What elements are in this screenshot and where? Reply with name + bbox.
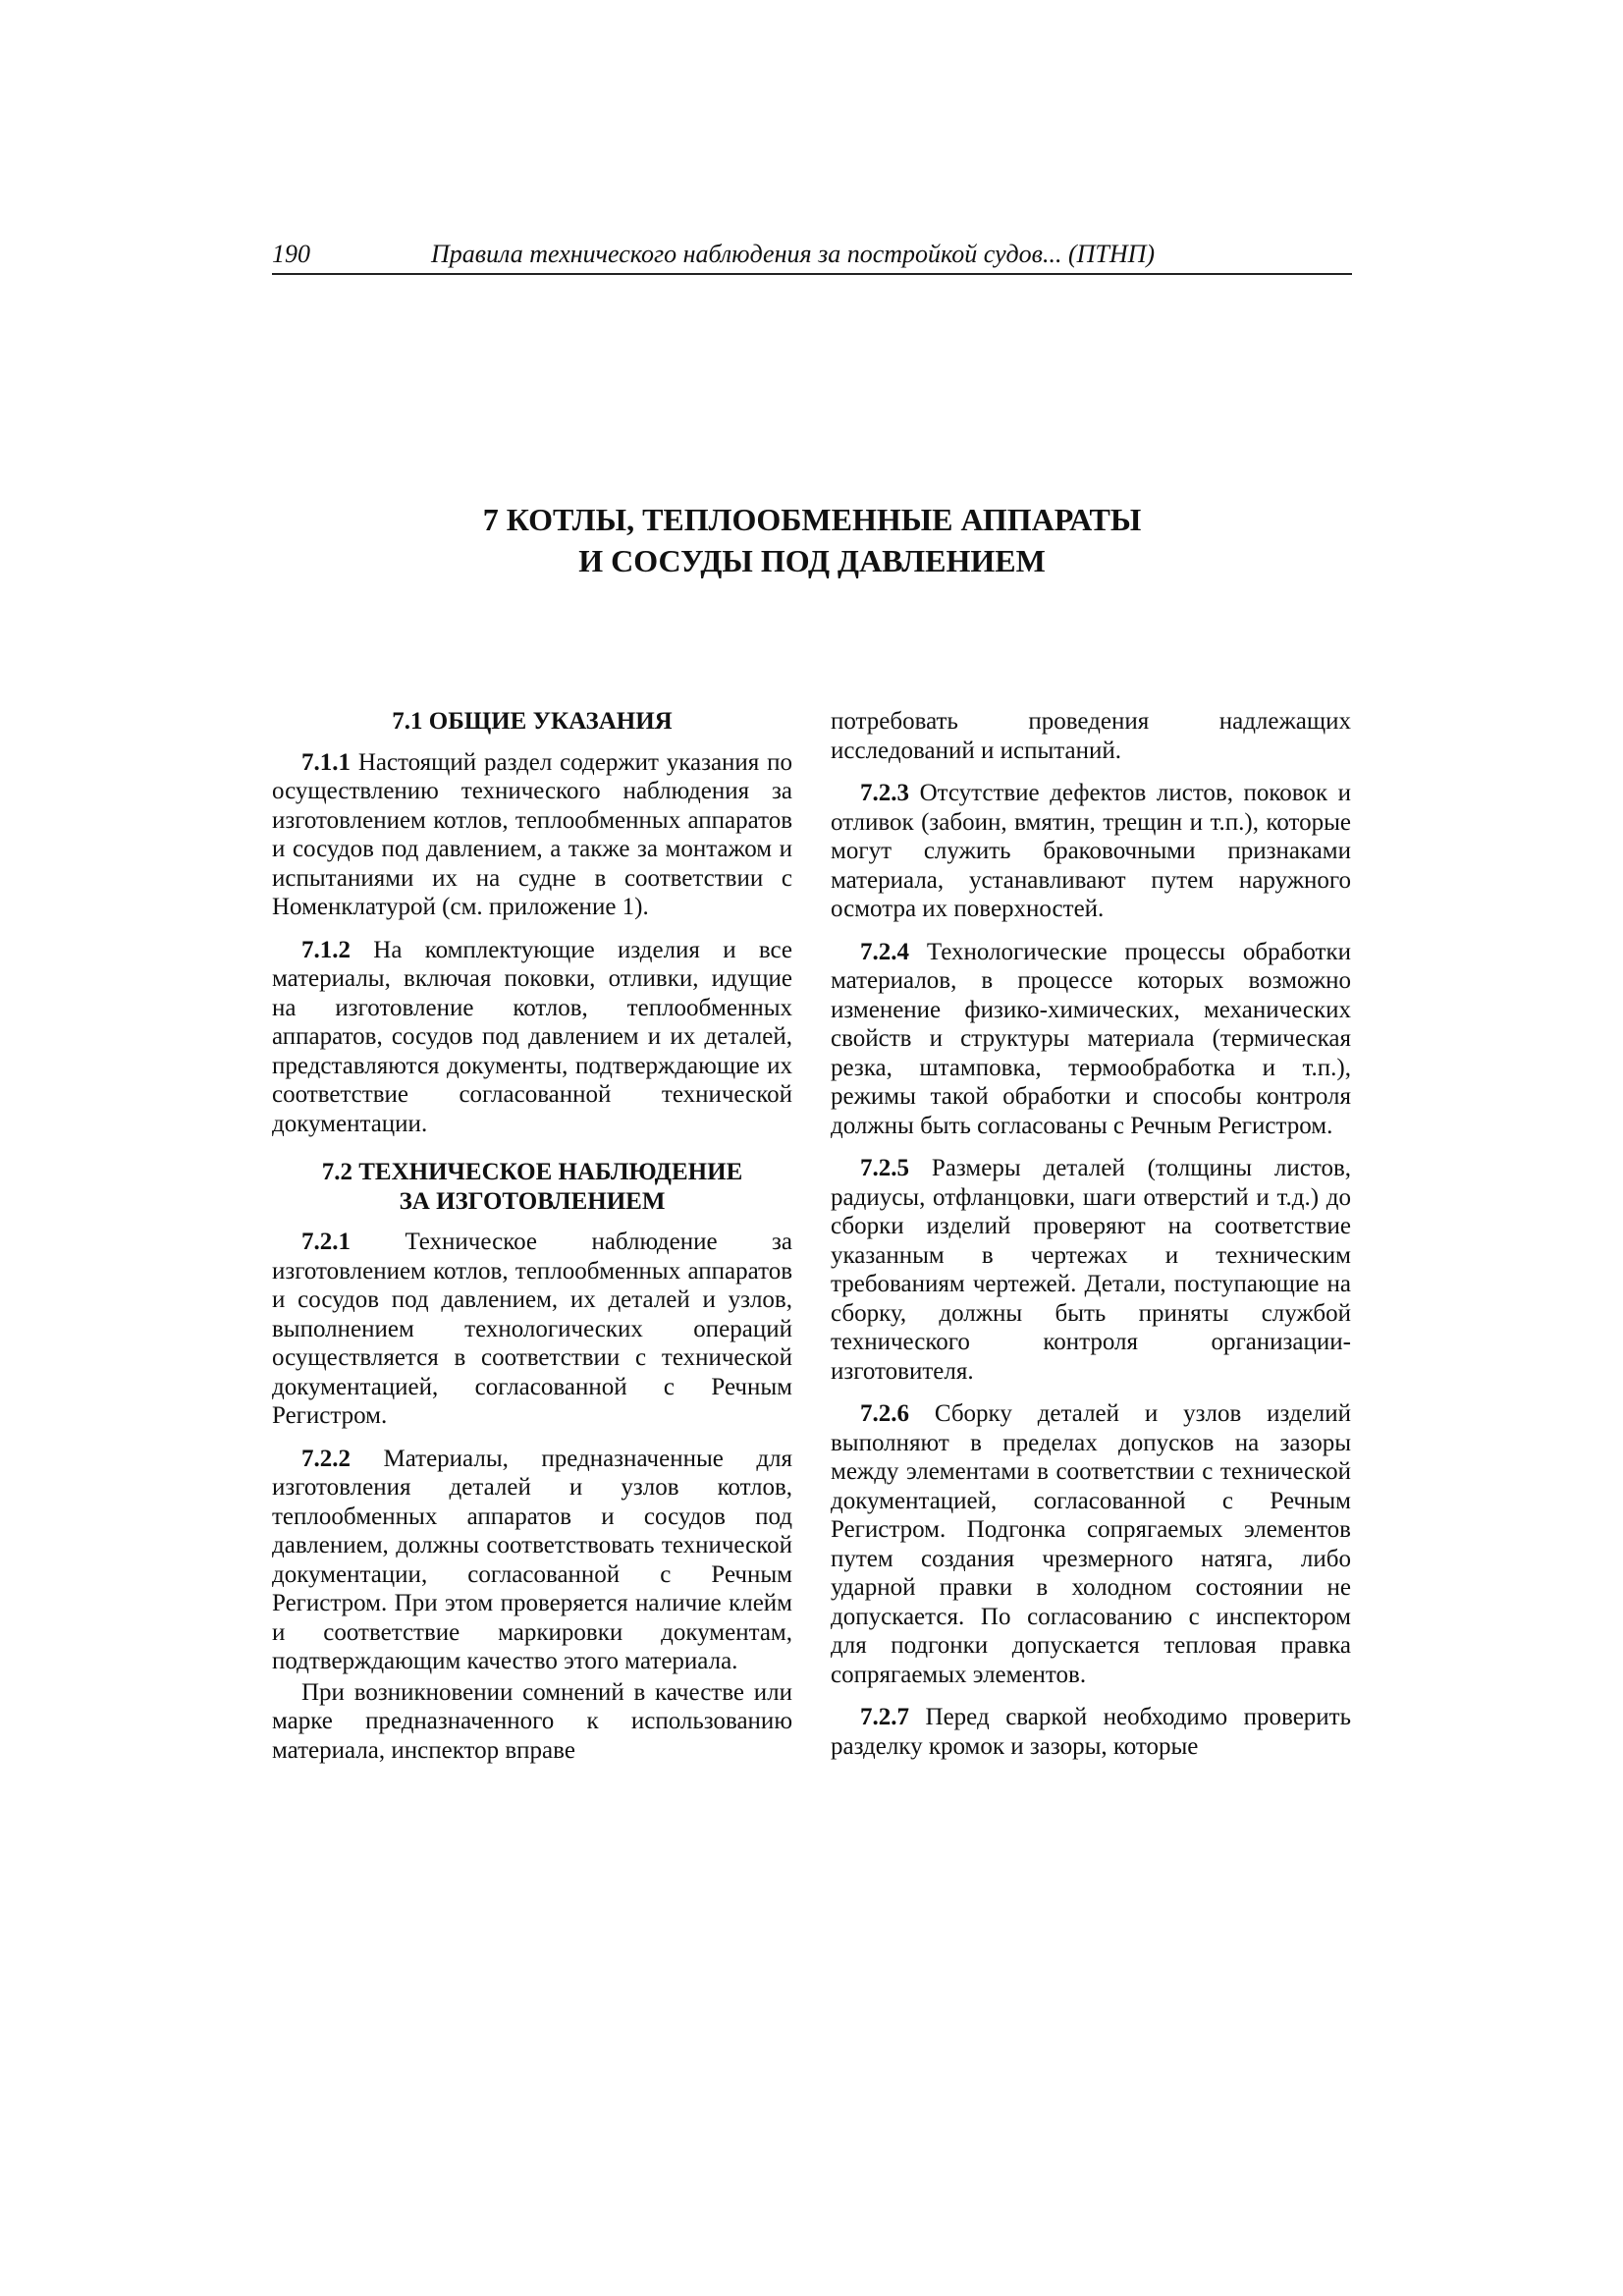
clause-text: Техническое наблюдение за изготовлением котлов, теплообменных аппаратов и сосудов под давлением, их деталей и узлов, выполнением технологических операций осуществляется в соответствии с технической документацией, согласованной с Речным Регистром. — [272, 1229, 793, 1429]
section-heading-7-1-text: 7.1 ОБЩИЕ УКАЗАНИЯ — [392, 708, 673, 735]
section-heading-7-2 — [272, 1158, 792, 1216]
clause-number: 7.1.1 — [301, 748, 351, 776]
clause-number: 7.2.4 — [860, 938, 909, 965]
page-number: 190 — [272, 240, 310, 268]
paragraph-7-2-3 — [831, 779, 1351, 924]
clause-text: Настоящий раздел содержит указания по осуществлению технического наблюдения за изготовлением котлов, теплообменных аппаратов и сосудов под давлением, а также за монтажом и испытаниями их на судне в соответствии с Номенклатурой (см. приложение 1). — [272, 748, 792, 920]
clause-number: 7.2.3 — [860, 780, 909, 806]
clause-text: Материалы, предназначенные для изготовления деталей и узлов котлов, теплообменных аппаратов и сосудов под давлением, должны соответствовать технической документации, согласованной с Речным Регистром. При этом проверяется наличие клейм и соответствие маркировки документам, подтверждающим качество этого материала. — [272, 1445, 793, 1674]
paragraph-7-2-5 — [831, 1154, 1351, 1386]
clause-text: Отсутствие дефектов листов, поковок и отливок (забоин, вмятин, трещин и т.п.), которые могут служить браковочными признаками материала, устанавливают путем наружного осмотра их поверхностей. — [831, 780, 1352, 922]
clause-number: 7.2.6 — [860, 1400, 909, 1427]
running-title: Правила технического наблюдения за постройкой судов... (ПТНП) — [431, 240, 1156, 268]
clause-number: 7.2.7 — [860, 1704, 909, 1730]
clause-text: Перед сваркой необходимо проверить разделку кромок и зазоры, которые — [831, 1704, 1351, 1760]
paragraph-7-1-2 — [272, 936, 792, 1139]
clause-text: Сборку деталей и узлов изделий выполняют в пределах допусков на зазоры между элементами в соответствии с технической документацией, согласованной с Речным Регистром. Подгонка сопрягаемых элементов путем создания чрезмерного натяга, либо ударной правки в холодном состоянии не допускается. По согласованию с инспектором для подгонки допускается тепловая правка сопрягаемых элементов. — [831, 1400, 1351, 1688]
chapter-title-line2: И СОСУДЫ ПОД ДАВЛЕНИЕМ — [578, 543, 1046, 578]
clause-number: 7.2.2 — [301, 1445, 351, 1472]
clause-number: 7.2.1 — [301, 1229, 351, 1255]
paragraph-7-2-6 — [831, 1399, 1351, 1689]
clause-text: Технологические процессы обработки материалов, в процессе которых возможно изменение физико-химических, механических свойств и структуры материала (термическая резка, штамповка, термообработка и т.п.), режимы такой обработки и способы контроля должны быть согласованы с Речным Регистром. — [831, 938, 1351, 1139]
left-column — [272, 707, 792, 1778]
section-heading-7-1 — [272, 707, 792, 737]
paragraph-7-2-7 — [831, 1703, 1351, 1761]
running-header — [272, 236, 1352, 275]
paragraph-7-2-2 — [272, 1445, 792, 1676]
right-column — [831, 707, 1351, 1775]
clause-text: Размеры деталей (толщины листов, радиусы, отфланцовки, шаги отверстий и т.д.) до сборки изделий проверяют на соответствие указанным в чертежах и техническим требованиям чертежей. Детали, поступающие на сборку, должны быть приняты службой технического контроля организации-изготовителя. — [831, 1155, 1351, 1385]
paragraph-7-2-4 — [831, 938, 1351, 1141]
paragraph-7-2-2-continuation: При возникновении сомнений в качестве или марке предназначенного к использованию материала, инспектор вправе — [272, 1678, 792, 1764]
section-heading-7-2-line2: ЗА ИЗГОТОВЛЕНИЕМ — [399, 1187, 666, 1215]
section-heading-7-2-line1: 7.2 ТЕХНИЧЕСКОЕ НАБЛЮДЕНИЕ — [321, 1159, 743, 1185]
chapter-title-line1: 7 КОТЛЫ, ТЕПЛООБМЕННЫЕ АППАРАТЫ — [482, 502, 1142, 537]
clause-text: На комплектующие изделия и все материалы, включая поковки, отливки, идущие на изготовление котлов, теплообменных аппаратов, сосудов под давлением и их деталей, представляются документы, подтверждающие их соответствие согласованной технической документации. — [272, 936, 792, 1137]
clause-number: 7.1.2 — [301, 936, 351, 963]
paragraph-7-1-1 — [272, 748, 792, 922]
clause-number: 7.2.5 — [860, 1155, 909, 1181]
chapter-title — [272, 499, 1352, 581]
paragraph-7-2-2-continuation-right: потребовать проведения надлежащих исследований и испытаний. — [831, 708, 1351, 764]
paragraph-7-2-1 — [272, 1228, 792, 1431]
